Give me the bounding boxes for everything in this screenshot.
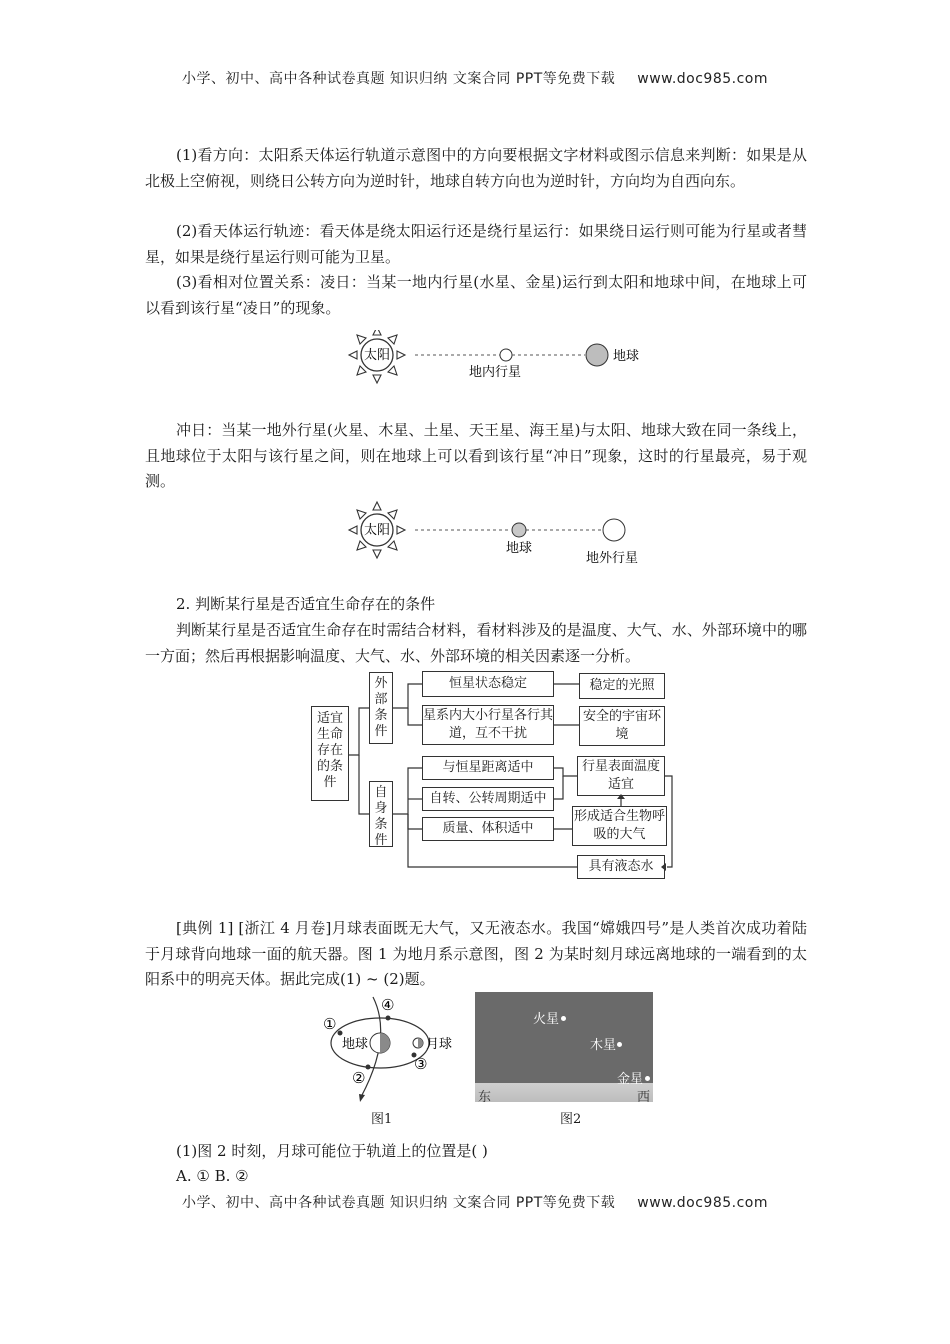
header-text: 小学、初中、高中各种试卷真题 知识归纳 文案合同 PPT等免费下载 <box>181 71 616 87</box>
earth-label: 地球 <box>613 349 640 364</box>
fig1-earth-label: 地球 <box>342 1037 369 1052</box>
fig2-caption: 图2 <box>560 1112 582 1127</box>
paragraph-example: [典例 1] [浙江 4 月卷]月球表面既无大气，又无液态水。我国“嫦娥四号”是人类首次成功着陆于月球背向地球一面的航天器。图 1 为地月系示意图，图 2 为某时刻月球远离地球的一端看到的太阳系中的明亮天体。据此完成(1) ~ (2)题。 <box>145 919 807 988</box>
flow-r1: 行星表面温度适宜 <box>577 756 665 796</box>
question-1: (1)图 2 时刻，月球可能位于轨道上的位置是( ) <box>176 1142 488 1160</box>
earth <box>512 523 526 537</box>
flow-e2: 星系内大小行星各行其道，互不干扰 <box>422 705 554 745</box>
mars-dot <box>561 1016 566 1021</box>
flow-i2: 自转、公转周期适中 <box>422 787 554 811</box>
flow-r2: 形成适合生物呼吸的大气 <box>572 806 667 846</box>
fig1-caption: 图1 <box>371 1112 393 1127</box>
paragraph-opposition: 冲日：当某一地外行星(火星、木星、土星、天王星、海王星)与太阳、地球大致在同一条线上，且地球位于太阳与该行星之间，则在地球上可以看到该行星“冲日”现象，这时的行星最亮，易于观测。 <box>145 421 807 490</box>
outer-planet-label: 地外行星 <box>585 551 639 566</box>
earth <box>586 344 608 366</box>
flow-i1: 与恒星距离适中 <box>422 756 554 780</box>
flow-e1-result: 稳定的光照 <box>579 673 665 699</box>
flow-e2-result: 安全的宇宙环境 <box>579 706 665 746</box>
figure-1-earth-moon <box>318 992 468 1122</box>
earth-label: 地球 <box>505 541 533 556</box>
flow-root: 适宜生命存在的条件 <box>311 706 349 801</box>
fig1-pos1: ① <box>323 1015 337 1033</box>
header-url[interactable]: www.doc985.com <box>637 71 769 87</box>
fig1-pos4: ④ <box>381 996 395 1014</box>
inner-planet-label: 地内行星 <box>468 365 522 380</box>
flow-i3: 质量、体积适中 <box>422 817 554 841</box>
flow-r3: 具有液态水 <box>577 855 665 879</box>
sun-label: 太阳 <box>363 348 391 363</box>
sun-label: 太阳 <box>363 523 391 538</box>
inner-planet <box>500 349 512 361</box>
question-1-options: A. ① B. ② <box>176 1167 249 1185</box>
section-heading: 2. 判断某行星是否适宜生命存在的条件 <box>176 595 436 613</box>
paragraph-trajectory: (2)看天体运行轨迹：看天体是绕太阳运行还是绕行星运行：如果绕日运行则可能为行星或者彗星，如果是绕行星运行则可能为卫星。 <box>145 222 807 266</box>
opposition-diagram <box>345 498 655 570</box>
transit-diagram <box>345 330 645 386</box>
fig1-pos2: ② <box>352 1069 366 1087</box>
paragraph-transit: (3)看相对位置关系：凌日：当某一地内行星(水星、金星)运行到太阳和地球中间，在地球上可以看到该行星“凌日”的现象。 <box>145 273 807 317</box>
footer-url[interactable]: www.doc985.com <box>637 1195 769 1211</box>
paragraph-direction: (1)看方向：太阳系天体运行轨道示意图中的方向要根据文字材料或图示信息来判断：如果是从北极上空俯视，则绕日公转方向为逆时针，地球自转方向也为逆时针，方向均为自西向东。 <box>145 146 807 190</box>
fig2-east-label: 东 <box>478 1090 492 1105</box>
fig2-mars-label: 火星 <box>533 1012 560 1027</box>
outer-planet <box>603 519 625 541</box>
flow-external: 外部条件 <box>369 672 393 744</box>
footer-text: 小学、初中、高中各种试卷真题 知识归纳 文案合同 PPT等免费下载 <box>181 1195 616 1211</box>
venus-dot <box>645 1076 650 1081</box>
flow-connectors <box>300 660 690 890</box>
fig1-pos3: ③ <box>414 1055 428 1073</box>
page-header <box>0 68 950 88</box>
jupiter-dot <box>617 1042 622 1047</box>
page-footer <box>0 1192 950 1212</box>
fig2-venus-label: 金星 <box>617 1072 644 1087</box>
fig2-jupiter-label: 木星 <box>590 1038 617 1053</box>
flow-internal: 自身条件 <box>369 781 393 847</box>
flow-e1: 恒星状态稳定 <box>422 671 554 697</box>
paragraph-life-conditions: 判断某行星是否适宜生命存在时需结合材料，看材料涉及的是温度、大气、水、外部环境中的哪一方面；然后再根据影响温度、大气、水、外部环境的相关因素逐一分析。 <box>145 621 807 665</box>
fig2-west-label: 西 <box>637 1090 651 1105</box>
fig1-moon-label: 月球 <box>426 1037 453 1052</box>
